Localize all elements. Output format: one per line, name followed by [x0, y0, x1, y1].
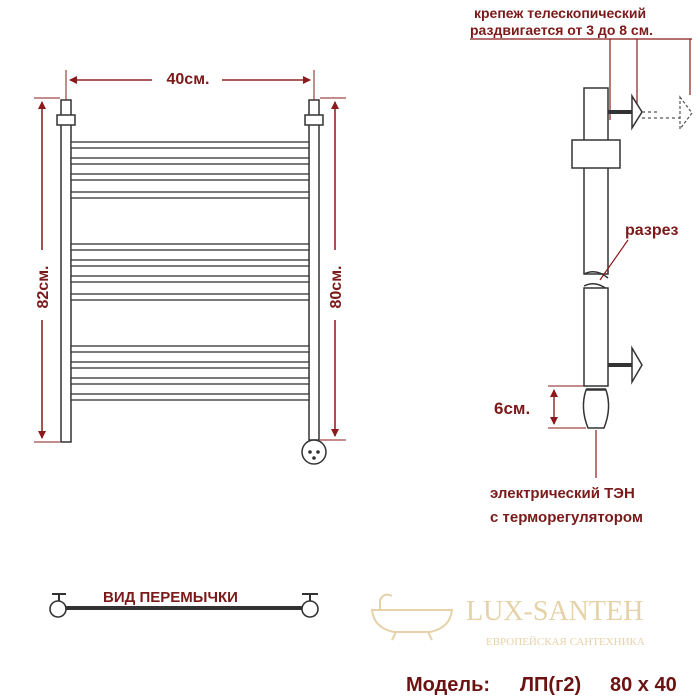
right-top-fitting	[305, 115, 323, 125]
model-size: 80 х 40	[610, 674, 677, 696]
jumper-view-label: ВИД ПЕРЕМЫЧКИ	[103, 589, 238, 606]
bottom-offset-dimension	[494, 386, 586, 428]
jumper-right-fitting-icon	[302, 594, 318, 617]
model-code: ЛП(г2)	[520, 674, 582, 696]
height-left-label: 82см.	[35, 265, 52, 309]
front-view	[32, 68, 346, 464]
right-height-dimension	[320, 98, 346, 440]
heater-element-icon	[583, 389, 608, 428]
bathtub-logo-icon	[372, 595, 452, 640]
width-label: 40см.	[166, 71, 210, 88]
left-riser	[61, 100, 71, 442]
bottom-offset-label: 6см.	[494, 399, 531, 418]
jumper-view	[50, 589, 318, 617]
mount-label-line1: крепеж телескопический	[474, 5, 647, 21]
side-view	[470, 5, 692, 526]
heater-plug-icon	[302, 440, 326, 464]
side-pipe-lower	[584, 288, 608, 386]
side-pipe-upper	[584, 88, 608, 274]
height-right-label: 80см.	[328, 265, 345, 309]
watermark	[372, 595, 645, 648]
model-caption	[406, 674, 677, 696]
lower-wall-bracket-icon	[608, 348, 642, 382]
mount-label-line2: раздвигается от 3 до 8 см.	[470, 22, 653, 38]
left-top-fitting	[57, 115, 75, 125]
left-height-dimension	[32, 98, 60, 442]
right-riser	[309, 100, 319, 440]
heater-label-line1: электрический ТЭН	[490, 485, 635, 502]
upper-wall-bracket-icon	[608, 96, 692, 129]
jumper-left-fitting-icon	[50, 594, 66, 617]
heater-label-line2: с терморегулятором	[490, 509, 643, 526]
width-dimension	[66, 68, 314, 100]
cut-label: разрез	[625, 222, 679, 239]
watermark-tagline: ЕВРОПЕЙСКАЯ САНТЕХНИКА	[486, 636, 645, 648]
model-label: Модель:	[406, 674, 491, 696]
rungs	[71, 142, 309, 400]
watermark-brand: LUX-SANTEH	[466, 596, 644, 627]
side-collar	[572, 140, 620, 168]
